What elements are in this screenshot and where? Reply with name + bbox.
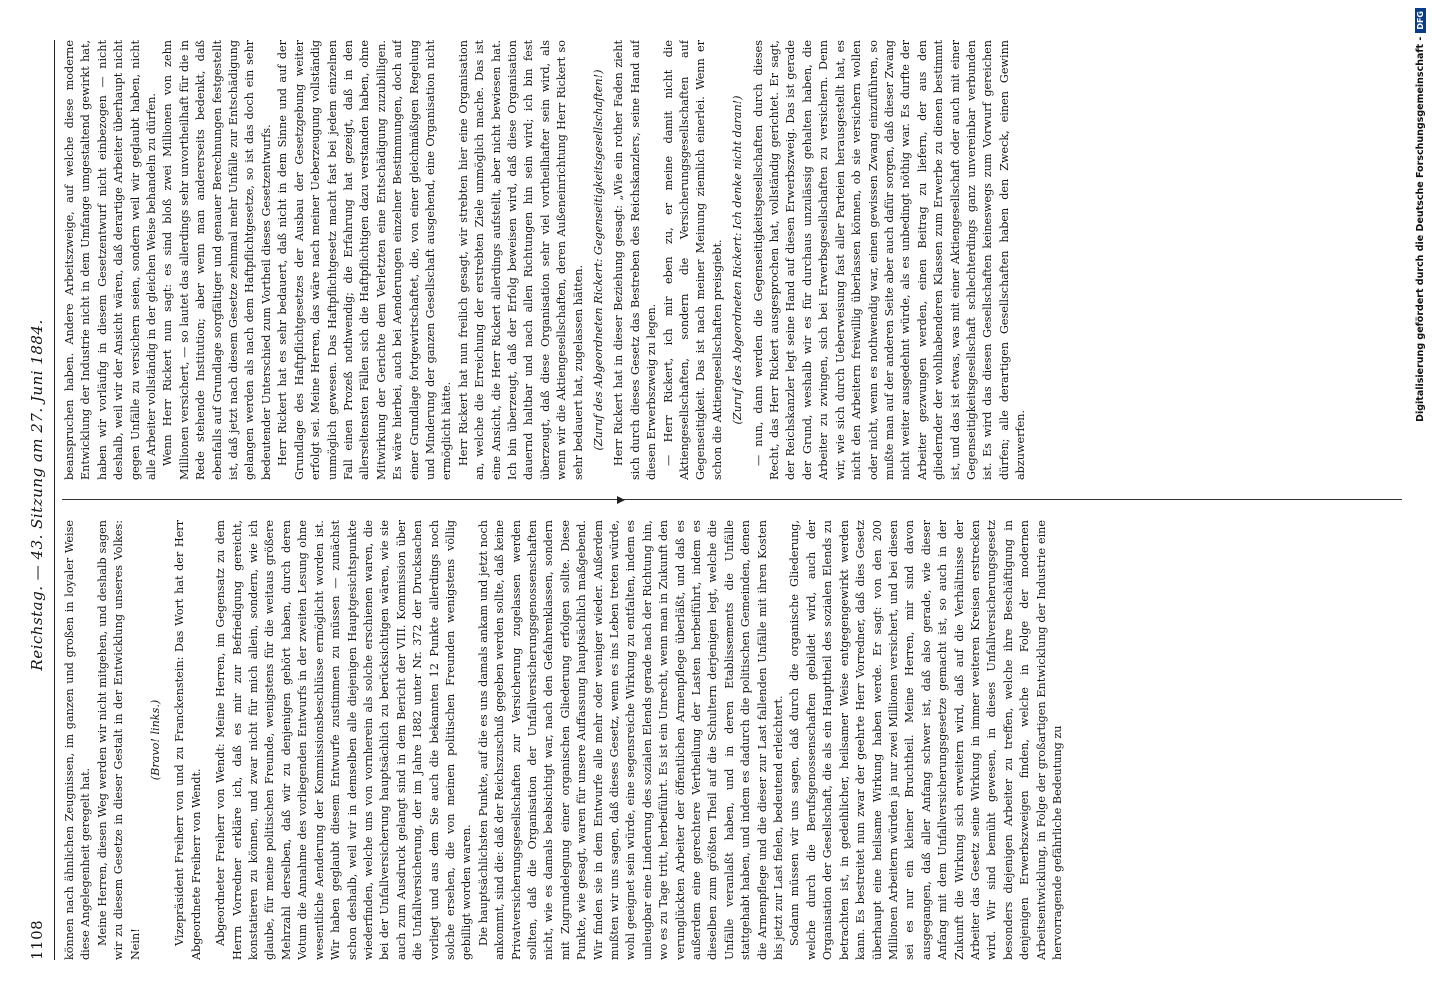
- header-rule: [54, 40, 55, 960]
- paragraph: — Herr Rickert, ich mir eben zu, er meine damit nicht die Aktiengesellschaften, sondern die Versicherungsgesellschaften auf Gegenseitigkeit. Das ist nach meiner Meinung ziemlich einerlei. Wenn er schon die Aktiengesellschaften preisgiebt.: [661, 40, 724, 480]
- paragraph: Meine Herren, diesen Weg werden wir nicht mitgehen, und deshalb sagen wir zu diesem Gesetze in dieser Gestalt in der Entwicklung unseres Volkes: Nein!: [95, 520, 142, 960]
- digitization-sidebar: [1409, 0, 1431, 1000]
- paragraph: beanspruchen haben. Andere Arbeitszweige, auf welche diese moderne Entwicklung der Industrie nicht in dem Umfange umgestaltend gewirkt hat, haben wir vorläufig in diesem Gesetzentwurf nicht einbezogen — nicht deshalb, weil wir der Ansicht wären, daß derartige Arbeiter überhaupt nicht gegen Unfälle zu versichern seien, sondern weil wir geglaubt haben, nicht alle Arbeiter vollständig in der gleichen Weise behandeln zu dürfen.: [63, 40, 159, 480]
- paragraph: Wenn Herr Rickert nun sagt: es sind bloß zwei Millionen von zehn Millionen versichert, — so lautet das allerdings sehr unvortheilhaft für die in Rede stehende Institution; aber wenn man andererseits bedenkt, daß ebenfalls auf Grundlage sorgfältiger und genauer Berechnungen festgestellt ist, daß jetzt nach diesem Gesetze zehnmal mehr Unfälle zur Entschädigung gelangen werden als nach dem Haftpflichtgesetze, so ist das doch ein sehr bedeutender Unterschied zum Vortheil dieses Gesetzentwurfs.: [161, 40, 273, 480]
- paragraph: Die hauptsächlichsten Punkte, auf die es uns damals ankam und jetzt noch ankommt, sind die: daß der Reichszuschuß gegeben werden sollte, daß keine Privatversicherungsgesellschaften zur Versicherung zugelassen werden sollten, daß die Organisation der Unfallversicherungsgenossenschaften nicht, wie es damals beabsichtigt war, nach den Gefahrenklassen, sondern mit Zugrundelegung einer organischen Gliederung erfolgen sollte. Diese Punkte, wie gesagt, waren für unsere Auffassung hauptsächlich maßgebend. Wir finden sie in dem Entwurfe alle mehr oder weniger wieder. Außerdem mußten wir uns sagen, daß dieses Gesetz, wenn es ins Leben treten würde, wohl geeignet sein würde, eine segensreiche Wirkung zu entfalten, indem es unleugbar eine Linderung des sozialen Elends gerade nach der Richtung hin, wo es zu Tage tritt, herbeiführt. Es ist ein Unrecht, wenn man in Zukunft den verunglückten Arbeiter der öffentlichen Armenpflege überläßt, und daß es außerdem eine gerechtere Vertheilung der Lasten herbeiführt, indem es dieselben zum größten Theil auf die Schultern derjenigen legt, welche die Unfälle veranlaßt haben, und in deren Etablissements die Unfälle stattgehabt haben, und indem es dadurch die politischen Gemeinden, denen die Armenpflege und die dieser zur Last fallenden Unfälle mit ihren Kosten bis jetzt zur Last fielen, bedeutend erleichtert.: [476, 520, 786, 960]
- column-divider: [62, 499, 1402, 500]
- digitization-note: [1409, 0, 1431, 1000]
- interjection: (Zuruf des Abgeordneten Rickert: Ich denke nicht daran!): [731, 95, 745, 425]
- paragraph: können nach ähnlichen Zeugnissen, im ganzen und großen in loyaler Weise diese Angelegenheit geregelt hat.: [63, 520, 93, 960]
- left-column: [62, 520, 1402, 960]
- digitization-text: Digitalisierung gefördert durch die Deutsche Forschungsgemeinschaft -: [1414, 36, 1426, 422]
- dfg-logo: DFG: [1415, 8, 1426, 33]
- paragraph: Herr Rickert hat es sehr bedauert, daß nicht in dem Sinne und auf der Grundlage des Haftpflichtgesetzes der Ausbau der Gesetzgebung weiter erfolgt sei. Meine Herren, das wäre nach meiner Ueberzeugung vollständig unmöglich gewesen. Das Haftpflichtgesetz macht fast bei jedem einzelnen Fall einen Prozeß nothwendig; die Erfahrung hat gezeigt, daß in den allerseltensten Fällen sich die Haftpflichtigen dazu verstanden haben, ohne Mitwirkung der Gerichte dem Verletzten eine Entschädigung zuzubilligen. Es wäre hierbei, auch bei Aenderungen einzelner Bestimmungen, doch auf einer Grundlage fortgewirtschaftet, die, von einer gleichmäßigen Regelung und Minderung der ganzen Gesellschaft ausgehend, eine Organisation nicht ermöglicht hätte.: [276, 40, 454, 480]
- paragraph: Vizepräsident Freiherr von und zu Franckenstein: Das Wort hat der Herr Abgeordnete Freiherr von Wendt.: [173, 520, 203, 960]
- page-title: Reichstag. — 43. Sitzung am 27. Juni 1884.: [28, 319, 46, 671]
- right-column: [62, 40, 1402, 480]
- page-header: [28, 40, 52, 960]
- paragraph: — nun, dann werden die Gegenseitigkeitsgesellschaften durch dieses Recht, das Herr Rickert ausgesprochen hat, vollständig gerichtet. Er sagt, der Reichskanzler legt seine Hand auf diesen Erwerbszweig. Das ist gerade der Grund, weshalb wir es für durchaus unzulässig gehalten haben, die Arbeiter zu zwingen, sich bei Erwerbsgesellschaften zu versichern. Denn wir, wie sich durch Ueberweisung fast aller Parteien herausgestellt hat, es nicht den Arbeitern freiwillig überlassen können, ob sie versichern wollen oder nicht, wenn es nothwendig war, einen gewissen Zwang einzuführen, so mußte man auf der anderen Seite aber auch dafür sorgen, daß dieser Zwang nicht weiter ausgedehnt würde, als es unbedingt nöthig war. Es durfte der Arbeiter gezwungen werden, einen Beitrag zu liefern, der aus den gliedernder der wohlhabenderen Klassen zum Erwerbe zu dienen bestimmt ist, und das ist etwas, was mit einer Aktiengesellschaft oder auch mit einer Gegenseitigkeitsgesellschaft schlechterdings ganz unvereinbar verbunden ist. Es wird das diesen Gesellschaften keineswegs zum Vorwurf gereichen dürfen; alle derartigen Gesellschaften haben den Zweck, einen Gewinn abzuwerfen.: [751, 40, 1028, 480]
- paragraph: Herr Rickert hat in dieser Beziehung gesagt: „Wie ein rother Faden zieht sich durch dieses Gesetz das Bestreben des Reichskanzlers, seine Hand auf diesen Erwerbszweig zu legen.: [612, 40, 659, 480]
- paragraph: Herr Rickert hat nun freilich gesagt, wir strebten hier eine Organisation an, welche die Erreichung der erstrebten Ziele unmöglich mache. Das ist eine Ansicht, die Herr Rickert allerdings aufstellt, aber nicht bewiesen hat. Ich bin überzeugt, daß der Erfolg beweisen wird, daß diese Organisation dauernd haltbar und nach allen Richtungen hin sein wird; ich bin fest überzeugt, daß diese Organisation sehr viel vortheilhafter sein wird, als wenn wir die Aktiengesellschaften, deren Außeneinrichtung Herr Rickert so sehr bedauert hat, zugelassen hätten.: [456, 40, 585, 480]
- interjection: (Zuruf des Abgeordneten Rickert: Gegenseitigkeitsgesellschaften!): [592, 69, 605, 451]
- paragraph: Sodann müssen wir uns sagen, daß durch die organische Gliederung, welche durch die Berufsgenossenschaften gebildet wird, auch der Organisation der Gesellschaft, die als ein Haupttheil des sozialen Elends zu betrachten ist, in gedeihlicher, heilsamer Weise entgegengewirkt werden kann. Es bestreitet nun zwar der geehrte Herr Vorredner, daß dies Gesetz überhaupt eine heilsame Wirkung haben werde. Er sagt: von den 200 Millionen Arbeitern würden ja nur zwei Millionen versichert, und bei diesen sei es nur ein kleiner Bruchtheil. Meine Herren, mir sind davon ausgegangen, daß aller Anfang schwer ist, daß also gerade, wie dieser Anfang mit dem Unfallversicherungsgesetze gemacht ist, so auch in der Zukunft die Wirkung sich erweitern wird, daß auf die Verhältnisse der Arbeiter das Gesetz seine Wirkung in immer weiteren Kreisen erstrecken wird. Wir sind bemüht gewesen, in dieses Unfallversicherungsgesetz besonders diejenigen Arbeiter zu treffen, welche ihre Beschäftigung in denjenigen Erwerbszweigen finden, welche in Folge der modernen Arbeitsentwicklung, in Folge der großartigen Entwicklung der Industrie eine hervorragende gefährliche Bedeutung zu: [788, 520, 1064, 960]
- page-number: 1108: [28, 919, 46, 960]
- interjection: (Bravo! links.): [149, 699, 163, 781]
- paragraph: Abgeordneter Freiherr von Wendt: Meine Herren, im Gegensatz zu dem Herrn Vorredner erkläre ich, daß es mir zur Befriedigung gereicht, konstatieren zu können, und zwar nicht für mich allein, sondern, wie ich glaube, für meine politischen Freunde, wenigstens für die weitaus größere Mehrzahl derselben, daß wir zu denjenigen gehört haben, durch deren Votum die Annahme des vorliegenden Entwurfs in der zweiten Lesung ohne wesentliche Aenderung der Kommissionsbeschlüsse ermöglicht worden ist. Wir haben geglaubt diesem Entwurfe zustimmen zu müssen — zunächst schon deshalb, weil wir in demselben alle diejenigen Hauptgesichtspunkte wiederfinden, welche uns von vornherein als solche erschienen waren, die bei der Unfallversicherung hauptsächlich zu berücksichtigen wären, wie sie auch zum Ausdruck gelangt sind in dem Bericht der VIII. Kommission über die Unfallversicherung, der im Jahre 1882 unter Nr. 372 der Drucksachen vorliegt und aus dem Sie auch die bekannten 12 Punkte allerdings noch solche ersehen, die von meinen politischen Freunden wenigstens völlig gebilligt worden waren.: [214, 520, 474, 960]
